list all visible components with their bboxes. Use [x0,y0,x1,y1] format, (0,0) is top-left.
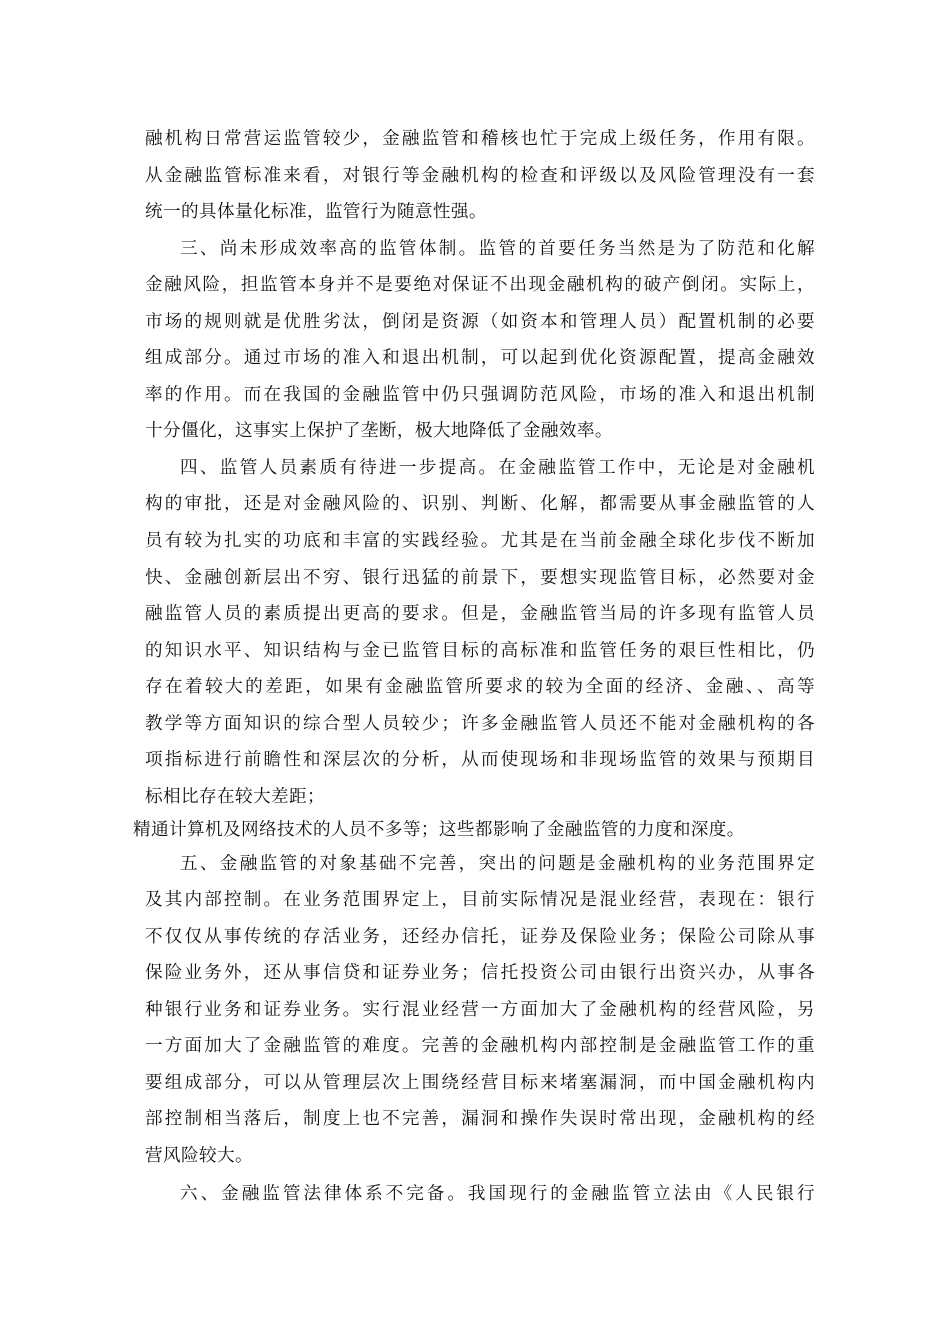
text-line: 精通计算机及网络技术的人员不多等；这些都影响了金融监管的力度和深度。 [133,820,745,840]
text-line: 一方面加大了金融监管的难度。完善的金融机构内部控制是金融监管工作的重 [145,1036,815,1056]
paragraph-start-line: 三、尚未形成效率高的监管体制。监管的首要任务当然是为了防范和化解 [180,239,815,259]
paragraph-start-line: 五、金融监管的对象基础不完善，突出的问题是金融机构的业务范围界定 [180,854,815,874]
text-line: 要组成部分，可以从管理层次上围绕经营目标来堵塞漏洞，而中国金融机构内 [145,1073,815,1093]
text-line: 市场的规则就是优胜劣汰，倒闭是资源（如资本和管理人员）配置机制的必要 [145,312,815,332]
paragraph-start-line: 四、监管人员素质有待进一步提高。在金融监管工作中，无论是对金融机 [180,458,815,478]
text-line: 标相比存在较大差距； [145,787,325,807]
text-line: 金融风险，担监管本身并不是要绝对保证不出现金融机构的破产倒闭。实际上， [145,275,815,295]
text-line: 教学等方面知识的综合型人员较少；许多金融监管人员还不能对金融机构的各 [145,714,815,734]
paragraph-start-line: 六、金融监管法律体系不完备。我国现行的金融监管立法由《人民银行 [180,1184,815,1204]
text-line: 保险业务外，还从事信贷和证券业务；信托投资公司由银行出资兴办，从事各 [145,963,815,983]
text-line: 构的审批，还是对金融风险的、识别、判断、化解，都需要从事金融监管的人 [145,494,815,514]
text-line: 十分僵化，这事实上保护了垄断，极大地降低了金融效率。 [145,421,613,441]
text-line: 员有较为扎实的功底和丰富的实践经验。尤其是在当前金融全球化步伐不断加 [145,531,815,551]
text-line: 融机构日常营运监管较少，金融监管和稽核也忙于完成上级任务，作用有限。 [145,129,815,149]
text-line: 融监管人员的素质提出更高的要求。但是，金融监管当局的许多现有监管人员 [145,604,815,624]
text-line: 不仅仅从事传统的存活业务，还经办信托，证券及保险业务；保险公司除从事 [145,927,815,947]
text-line: 从金融监管标准来看，对银行等金融机构的检查和评级以及风险管理没有一套 [145,166,815,186]
text-line: 项指标进行前瞻性和深层次的分析，从而使现场和非现场监管的效果与预期目 [145,750,815,770]
text-line: 率的作用。而在我国的金融监管中仍只强调防范风险，市场的准入和退出机制 [145,385,815,405]
text-line: 部控制相当落后，制度上也不完善，漏洞和操作失误时常出现，金融机构的经 [145,1109,815,1129]
text-line: 组成部分。通过市场的准入和退出机制，可以起到优化资源配置，提高金融效 [145,348,815,368]
text-line: 统一的具体量化标准，监管行为随意性强。 [145,202,487,222]
text-line: 存在着较大的差距，如果有金融监管所要求的较为全面的经济、金融、、高等 [145,677,815,697]
text-line: 的知识水平、知识结构与金已监管目标的高标准和监管任务的艰巨性相比，仍 [145,641,815,661]
text-line: 营风险较大。 [145,1146,253,1166]
text-line: 及其内部控制。在业务范围界定上，目前实际情况是混业经营，表现在：银行 [145,890,815,910]
text-line: 种银行业务和证券业务。实行混业经营一方面加大了金融机构的经营风险，另 [145,1000,815,1020]
text-line: 快、金融创新层出不穷、银行迅猛的前景下，要想实现监管目标，必然要对金 [145,568,815,588]
